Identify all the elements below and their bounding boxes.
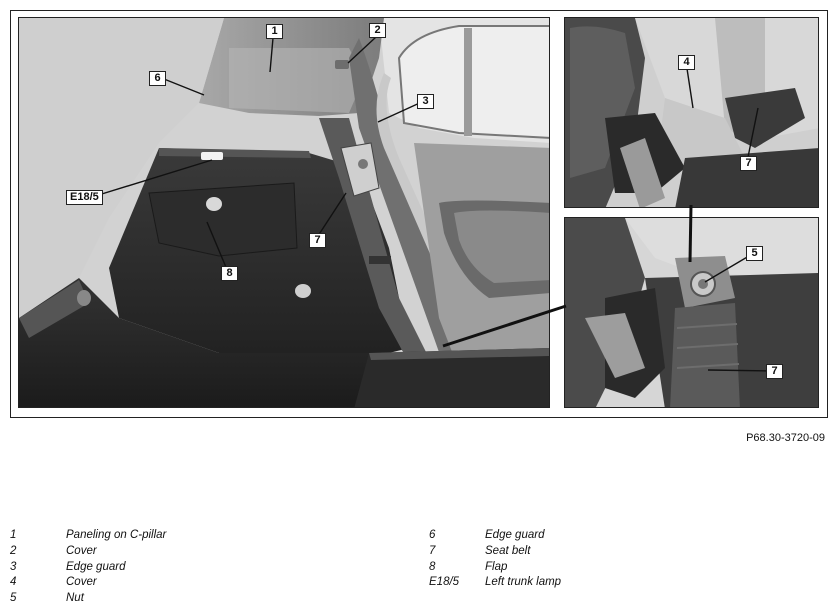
- legend-item: [10, 561, 390, 577]
- legend-text: Edge guard: [485, 529, 545, 541]
- trunk-interior-drawing: [19, 18, 550, 408]
- legend-item: [429, 561, 809, 577]
- legend-text: Flap: [485, 560, 508, 573]
- legend-right-column: [429, 529, 809, 592]
- callout-label: 4: [678, 55, 695, 70]
- belt-anchor-detail-drawing: [565, 18, 819, 208]
- legend-text: Cover: [66, 544, 97, 557]
- legend-number: 5: [10, 592, 17, 605]
- legend-item: [10, 545, 390, 561]
- callout-label: 7: [766, 364, 783, 379]
- legend-item: [10, 576, 390, 592]
- legend-item: [429, 529, 809, 545]
- callout-label: 7: [309, 233, 326, 248]
- legend-left-column: [10, 529, 390, 608]
- callout-label: 6: [149, 71, 166, 86]
- legend-item: [429, 545, 809, 561]
- callout-label: 7: [740, 156, 757, 171]
- callout-label: 1: [266, 24, 283, 39]
- belt-nut-detail-drawing: [565, 218, 819, 408]
- legend-text: Cover: [66, 576, 97, 589]
- legend-text: Nut: [66, 592, 84, 605]
- legend-text: Seat belt: [485, 544, 531, 557]
- legend-number: 2: [10, 544, 17, 557]
- legend-text: Edge guard: [66, 560, 126, 573]
- legend-item: [429, 576, 809, 592]
- legend-number: 7: [429, 544, 436, 557]
- legend-number: 4: [10, 576, 17, 589]
- callout-label: 5: [746, 246, 763, 261]
- legend-item: [10, 592, 390, 608]
- legend-number: 8: [429, 560, 436, 573]
- belt-anchor-detail-photo: [564, 17, 819, 208]
- legend-item: [10, 529, 390, 545]
- trunk-interior-photo: [18, 17, 550, 408]
- callout-label: E18/5: [66, 190, 103, 205]
- belt-nut-detail-photo: [564, 217, 819, 408]
- figure-id: P68.30-3720-09: [746, 432, 825, 444]
- legend-text: Paneling on C-pillar: [66, 529, 167, 541]
- legend-number: E18/5: [429, 576, 460, 589]
- legend-text: Left trunk lamp: [485, 576, 562, 589]
- callout-label: 2: [369, 23, 386, 38]
- legend-number: 1: [10, 529, 17, 541]
- legend-number: 3: [10, 560, 17, 573]
- callout-label: 3: [417, 94, 434, 109]
- legend-number: 6: [429, 529, 436, 541]
- callout-label: 8: [221, 266, 238, 281]
